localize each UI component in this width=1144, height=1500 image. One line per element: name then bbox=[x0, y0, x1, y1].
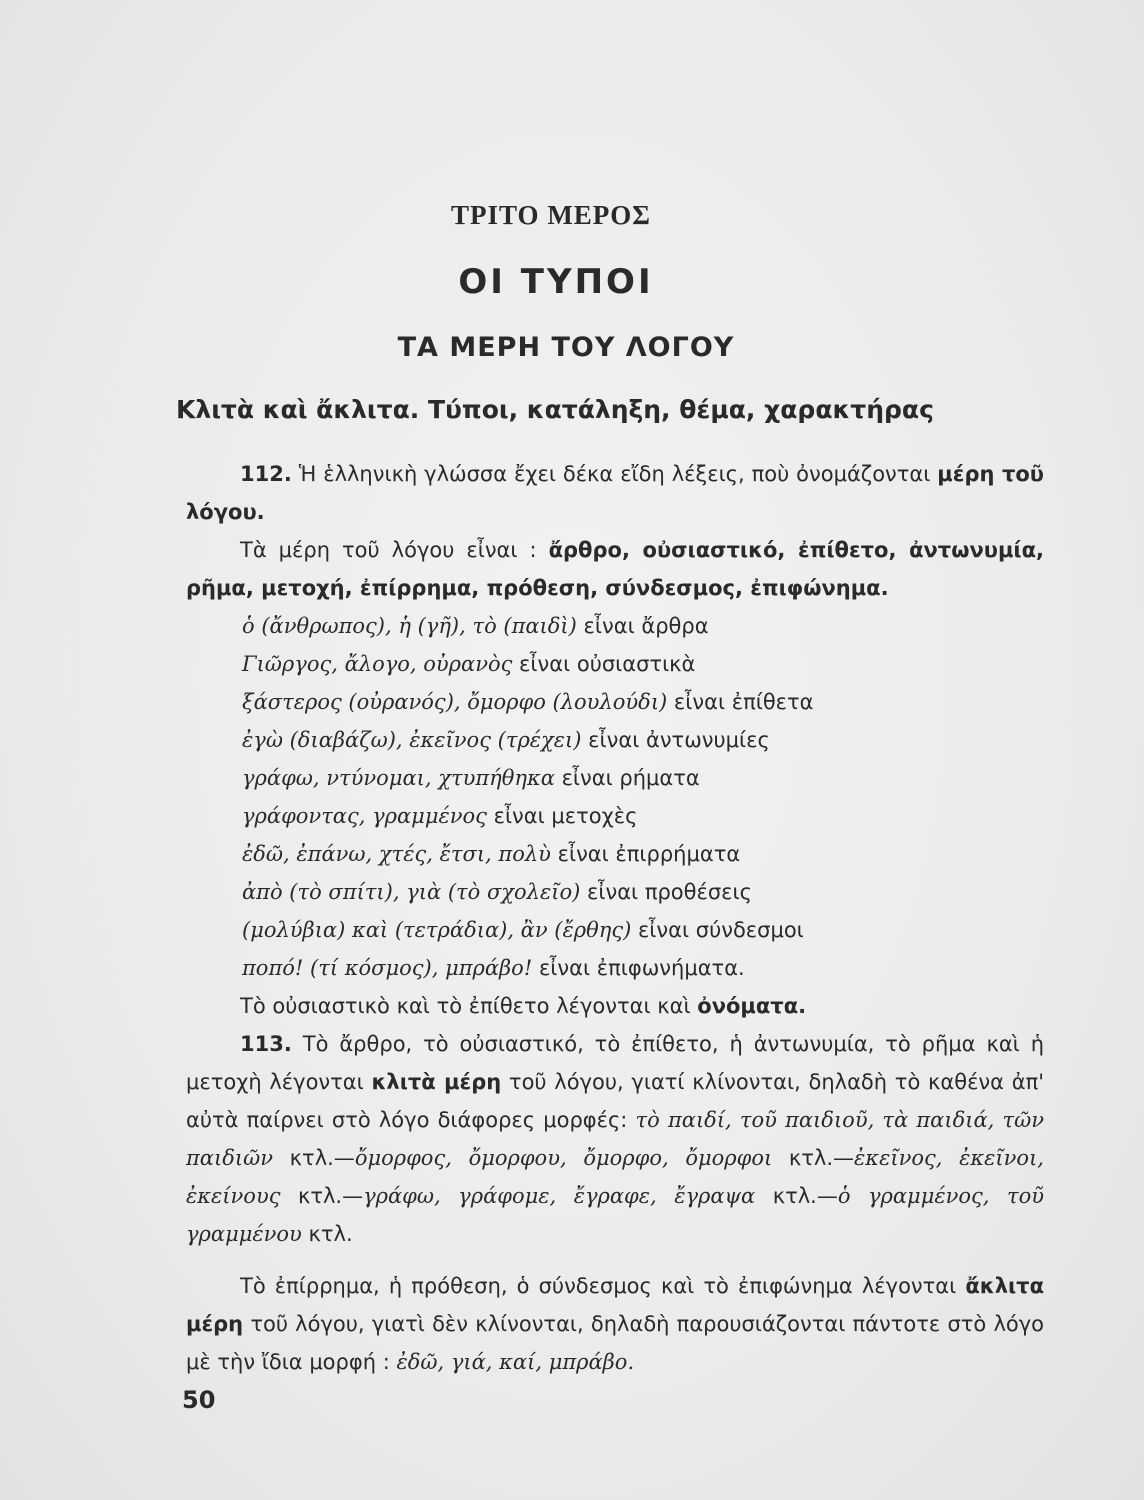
example-line: ὁ (ἄνθρωπος), ἡ (γῆ), τὸ (παιδὶ) εἶναι ἄρθρα bbox=[242, 614, 709, 638]
paragraph-113: 113. Τὸ ἄρθρο, τὸ οὐσιαστικό, τὸ ἐπίθετο, ἡ ἀντωνυμία, τὸ ρῆμα καὶ ἡ μετοχὴ λέγονται κλιτὰ μέρη τοῦ λόγου, γιατί κλίνονται, δηλαδὴ τὸ καθένα ἀπ' αὐτὰ παίρνει στὸ λόγο διάφορες μορφές: τὸ παιδί, τοῦ παιδιοῦ, τὰ παιδιά, τῶν παιδιῶν κτλ.—ὄμορφος, ὄμορφου, ὄμορφο, ὄμορφοι κτλ.—ἐκεῖνος, ἐκεῖνοι, ἐκείνους κτλ.—γράφω, γράφομε, ἔγραφε, ἔγραψα κτλ.—ὁ γραμμένος, τοῦ γραμμένου κτλ. bbox=[186, 1032, 1044, 1246]
paragraph-nouns-adjectives: Τὸ οὐσιαστικὸ καὶ τὸ ἐπίθετο λέγονται καὶ ὀνόματα. bbox=[240, 994, 807, 1018]
term-parts-of-speech: μέρη τοῦ λόγου. bbox=[186, 462, 1044, 524]
example-line: ἀπὸ (τὸ σπίτι), γιὰ (τὸ σχολεῖο) εἶναι προθέσεις bbox=[242, 880, 752, 904]
paragraph-parts-list bbox=[186, 531, 1044, 607]
term-onomata: ὀνόματα. bbox=[697, 994, 807, 1018]
example-line: Γιῶργος, ἄλογο, οὐρανὸς εἶναι οὐσιαστικὰ bbox=[242, 652, 696, 676]
example-line: ποπό! (τί κόσμος), μπράβο! εἶναι ἐπιφωνήματα. bbox=[242, 956, 745, 980]
part-title: ΤΡΙΤΟ ΜΕΡΟΣ bbox=[451, 200, 651, 230]
term-declinable: κλιτὰ μέρη bbox=[371, 1070, 502, 1094]
page-number: 50 bbox=[182, 1386, 216, 1414]
paragraph-number-113: 113. bbox=[240, 1032, 292, 1056]
example-line: (μολύβια) καὶ (τετράδια), ἂν (ἔρθης) εἶναι σύνδεσμοι bbox=[242, 918, 804, 942]
examples-list bbox=[186, 607, 1044, 987]
body-text bbox=[186, 455, 1044, 1381]
example-line: ἐγὼ (διαβάζω), ἐκεῖνος (τρέχει) εἶναι ἀντωνυμίες bbox=[242, 728, 770, 752]
parts-intro: Τὰ μέρη τοῦ λόγου εἶναι : bbox=[240, 538, 549, 562]
paragraph-112 bbox=[186, 455, 1044, 531]
paragraph-number-112: 112. bbox=[240, 462, 292, 486]
parts-list: ἄρθρο, οὐσιαστικό, ἐπίθετο, ἀντωνυμία, ρῆμα, μετοχή, ἐπίρρημα, πρόθεση, σύνδεσμος, ἐπιφώνημα. bbox=[186, 538, 1044, 600]
example-line: γράφοντας, γραμμένος εἶναι μετοχὲς bbox=[242, 804, 638, 828]
paragraph-112-text: Ἡ ἑλληνικὴ γλώσσα ἔχει δέκα εἴδη λέξεις, ποὺ ὀνομάζονται bbox=[291, 462, 938, 486]
example-line: γράφω, ντύνομαι, χτυπήθηκα εἶναι ρήματα bbox=[242, 766, 700, 790]
paragraph-indeclinable: Τὸ ἐπίρρημα, ἡ πρόθεση, ὁ σύνδεσμος καὶ τὸ ἐπιφώνημα λέγονται ἄκλιτα μέρη τοῦ λόγου, γιατὶ δὲν κλίνονται, δηλαδὴ παρουσιάζονται πάντοτε στὸ λόγο μὲ τὴν ἴδια μορφή : ἐδῶ, γιά, καί, μπράβο. bbox=[186, 1274, 1044, 1374]
main-title: ΟΙ ΤΥΠΟΙ bbox=[458, 262, 654, 302]
term-indeclinable: ἄκλιτα μέρη bbox=[186, 1274, 1044, 1336]
example-line: ἐδῶ, ἐπάνω, χτές, ἔτσι, πολὺ εἶναι ἐπιρρήματα bbox=[242, 842, 741, 866]
sub-title: ΤΑ ΜΕΡΗ ΤΟΥ ΛΟΓΟΥ bbox=[397, 332, 735, 363]
example-line: ξάστερος (οὐρανός), ὄμορφο (λουλούδι) εἶναι ἐπίθετα bbox=[242, 690, 814, 714]
section-title: Κλιτὰ καὶ ἄκλιτα. Τύποι, κατάληξη, θέμα, χαρακτήρας bbox=[176, 395, 934, 424]
